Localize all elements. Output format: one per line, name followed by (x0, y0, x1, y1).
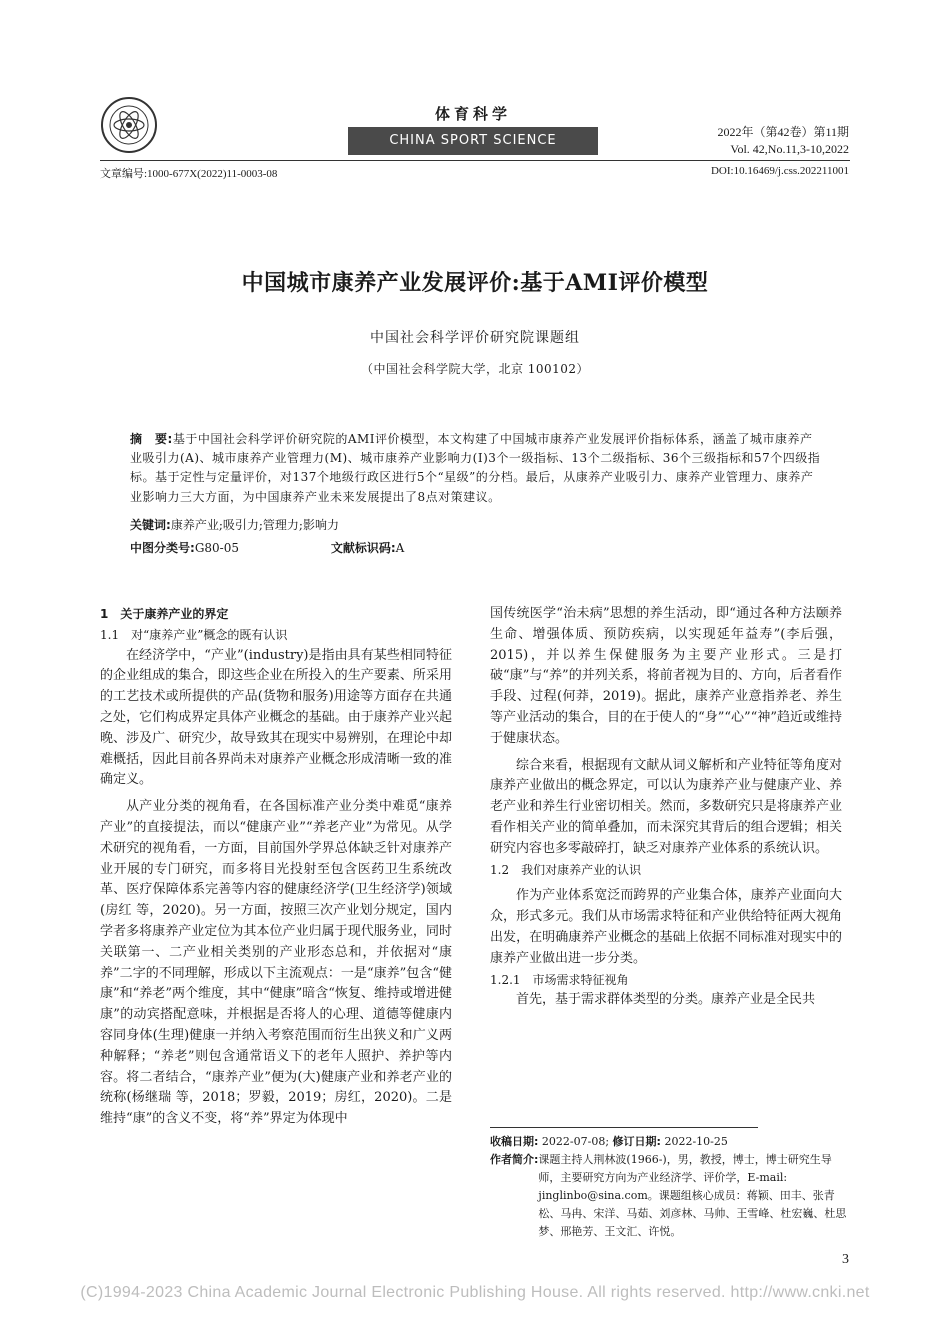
journal-title-en: CHINA SPORT SCIENCE (348, 127, 598, 155)
revised-date: 2022-10-25 (664, 1135, 728, 1148)
abstract-label: 摘 要: (130, 432, 173, 446)
page-number: 3 (842, 1252, 849, 1267)
journal-logo (100, 96, 158, 154)
watermark: (C)1994-2023 China Academic Journal Electronic Publishing House. All rights reserved. http://www.cnki.net (80, 1284, 870, 1301)
footnote (490, 1133, 850, 1241)
clc-code: G80-05 (194, 541, 239, 555)
bio-label: 作者简介: (490, 1153, 539, 1166)
right-column (490, 604, 842, 1011)
bio-text: 课题主持人荆林波(1966-)，男，教授，博士，博士研究生导师，主要研究方向为产业经济学、评价学，E-mail: jinglinbo@sina.com。课题组核心成员：蒋颖、田丰、张青松、马冉、宋洋、马茹、刘彦林、马帅、王雪峰、杜宏巍、杜思梦、邢艳芳、王文汇、许悦。 (538, 1153, 847, 1238)
keywords-text: 康养产业;吸引力;管理力;影响力 (170, 518, 339, 532)
received-dates (490, 1133, 850, 1151)
keywords (130, 516, 339, 533)
revised-label: 修订日期: (612, 1135, 661, 1148)
journal-logo-icon (100, 96, 158, 154)
received-date: 2022-07-08; (541, 1135, 610, 1148)
subsection-heading-1-1: 1.1 对“康养产业”概念的既有认识 (100, 627, 288, 642)
keywords-label: 关键词: (130, 518, 171, 532)
paper-title: 中国城市康养产业发展评价:基于AMI评价模型 (241, 270, 709, 296)
author-bio (490, 1151, 850, 1241)
clc-label: 中图分类号: (130, 541, 195, 555)
left-column (100, 604, 452, 1130)
issue-info (717, 124, 849, 158)
abstract-text: 基于中国社会科学评价研究院的AMI评价模型，本文构建了中国城市康养产业发展评价指标体系，涵盖了城市康养产业吸引力(A)、城市康养产业管理力(M)、城市康养产业影响力(I)3个一级指标、13个二级指标、36个三级指标和57个四级指标。基于定性与定量评价，对137个地级行政区进行5个“星级”的分档。最后，从康养产业吸引力、康养产业管理力、康养产业影响力三大方面，为中国康养产业未来发展提出了8点对策建议。 (130, 432, 821, 504)
classification (130, 539, 492, 556)
paragraph: 作为产业体系宽泛而跨界的产业集合体，康养产业面向大众，形式多元。我们从市场需求特征和产业供给特征两大视角出发，在明确康养产业概念的基础上依据不同标准对现实中的康养产业做出进一步分类。 (490, 888, 842, 966)
article-number: 文章编号:1000-677X(2022)11-0003-08 (100, 168, 278, 180)
paragraph: 从产业分类的视角看，在各国标准产业分类中难觅“康养产业”的直接提法，而以“健康产业”“养老产业”为常见。从学术研究的视角看，一方面，目前国外学界总体缺乏针对康养产业开展的专门研究，而多将目光投射至包含医药卫生系统改革、医疗保障体系完善等内容的健康经济学(卫生经济学)领域(房红 等，2020)。另一方面，按照三次产业划分规定，国内学者多将康养产业定位为其本位产业归属于现代服务业，同时关联第一、二产业相关类别的产业形态总和，并依据对“康养”二字的不同理解，形成以下主流观点：一是“康养”包含“健康”和“养老”两个维度，其中“健康”暗含“恢复、维持或增进健康”的动宾搭配意味，并根据是否将人的心理、道德等健康内容同身体(生理)健康一并纳入考察范围而衍生出狭义和广义两种解释；“养老”则包含通常语义下的老年人照护、养护等内容。将二者结合，“康养产业”便为(大)健康产业和养老产业的统称(杨继瑞 等，2018；罗毅，2019；房红，2020)。二是维持“康”的含义不变，将“养”界定为体现中 (100, 799, 452, 1127)
affiliation: （中国社会科学院大学，北京 100102） (360, 362, 590, 376)
author: 中国社会科学评价研究院课题组 (370, 330, 580, 346)
doc-code-label: 文献标识码: (330, 541, 396, 555)
abstract (130, 430, 822, 507)
paragraph: 综合来看，根据现有文献从词义解析和产业特征等角度对康养产业做出的概念界定，可以认为康养产业与健康产业、养老产业和养生行业密切相关。然而，多数研究只是将康养产业看作相关产业的简单叠加，而未深究其背后的组合逻辑；相关研究内容也多零敲碎打，缺乏对康养产业体系的系统认识。 (490, 757, 842, 856)
received-label: 收稿日期: (490, 1135, 539, 1148)
issue-cn: 2022年（第42卷）第11期 (717, 125, 849, 139)
section-heading-1: 1 关于康养产业的界定 (100, 607, 229, 621)
paragraph: 首先，基于需求群体类型的分类。康养产业是全民共 (516, 992, 816, 1008)
paragraph: 国传统医学“治未病”思想的养生活动，即“通过各种方法颐养生命、增强体质、预防疾病，以实现延年益寿”(李后强，2015)，并以养生保健服务为主要产业形式。三是打破“康”与“养”的并列关系，将前者视为目的、方向，后者看作手段、过程(何莽，2019)。据此，康养产业意指养老、养生等产业活动的集合，目的在于使人的“身”“心”“神”趋近或维持于健康状态。 (490, 606, 842, 746)
doc-code: A (395, 541, 405, 555)
journal-title-cn: 体育科学 (434, 105, 511, 123)
paragraph: 在经济学中，“产业”(industry)是指由具有某些相同特征的企业组成的集合，即这些企业在所投入的生产要素、所采用的工艺技术或所提供的产品(货物和服务)用途等方面存在共通之处，它们构成界定具体产业概念的基础。由于康养产业兴起晚、涉及广、研究少，故导致其在现实中易辨别，在理论中却难概括，因此目前各界尚未对康养产业概念形成清晰一致的准确定义。 (100, 647, 452, 788)
subsection-heading-1-2-1: 1.2.1 市场需求特征视角 (490, 972, 629, 987)
subsection-heading-1-2: 1.2 我们对康养产业的认识 (490, 862, 642, 877)
doi: DOI:10.16469/j.css.202211001 (710, 165, 849, 177)
header-divider (100, 160, 850, 161)
issue-en: Vol. 42,No.11,3-10,2022 (730, 142, 849, 156)
footnote-divider (490, 1127, 758, 1128)
